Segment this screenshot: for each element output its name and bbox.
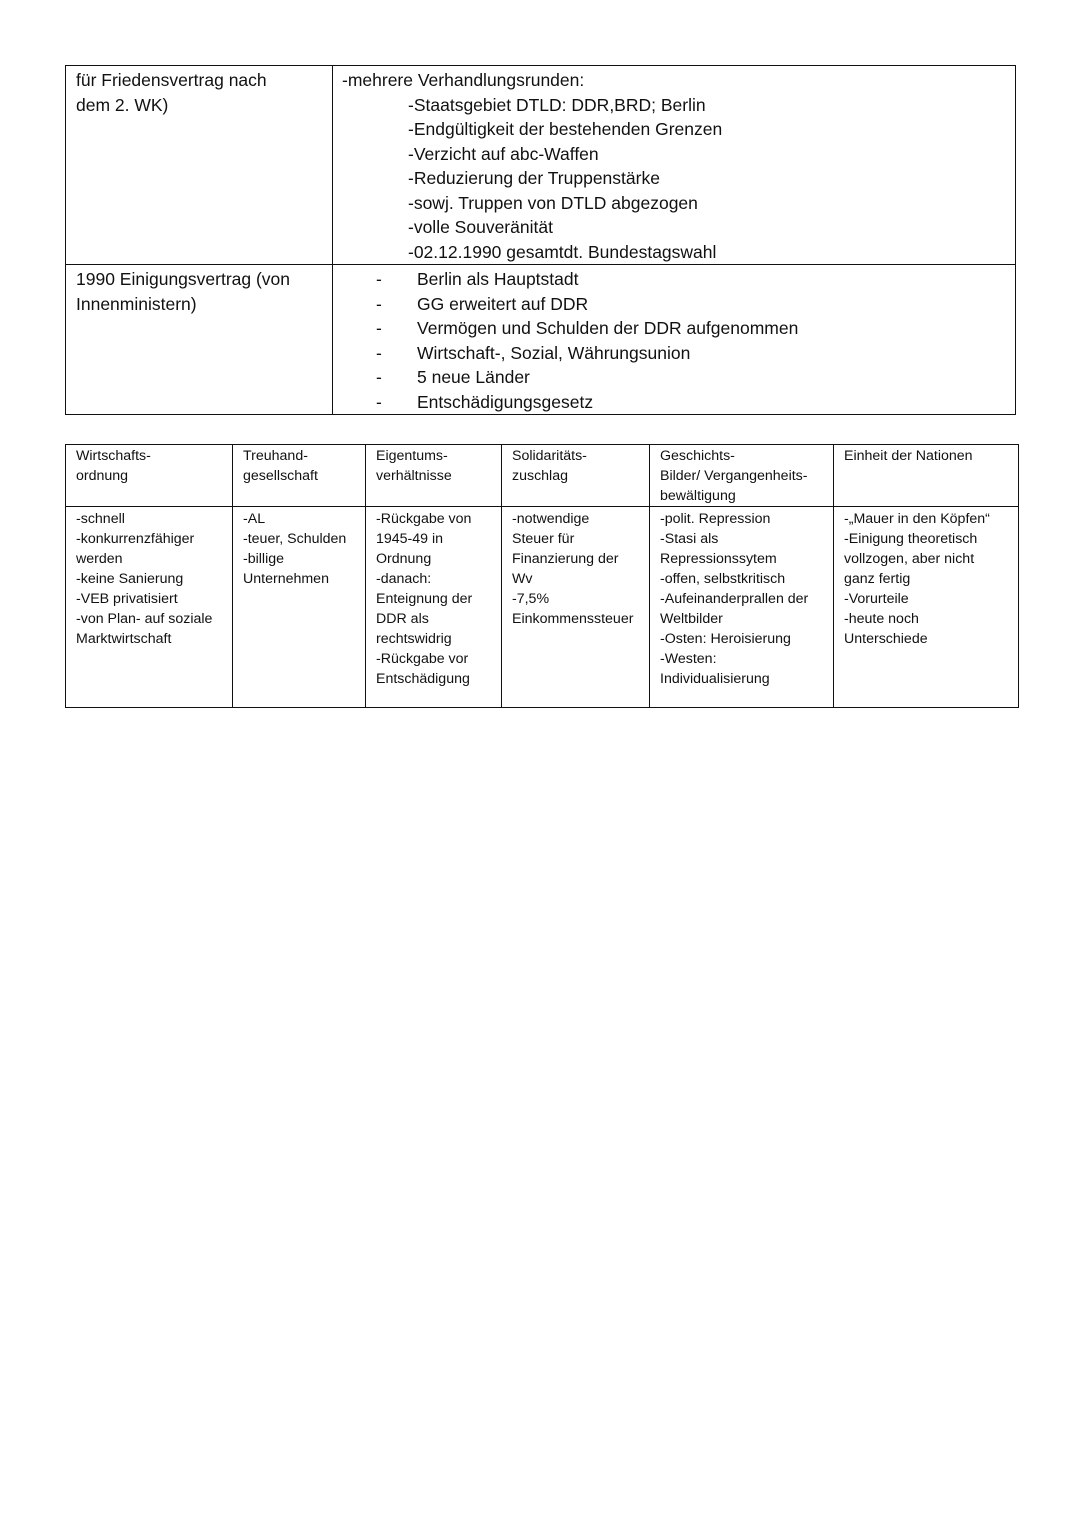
list-item-text: Vermögen und Schulden der DDR aufgenommen: [417, 318, 799, 338]
cell-line: -Stasi als: [660, 531, 719, 547]
header-line: Bilder/ Vergangenheits-: [660, 468, 808, 484]
list-item: -Staatsgebiet DTLD: DDR,BRD; Berlin: [408, 94, 706, 115]
list-item: -Reduzierung der Truppenstärke: [408, 168, 660, 188]
dash-bullet: -: [376, 342, 382, 363]
column-header: [366, 445, 502, 507]
table-cell: [66, 507, 233, 708]
cell-line: Finanzierung der: [512, 551, 619, 567]
list-item: -Verzicht auf abc-Waffen: [408, 143, 599, 164]
list-item: -02.12.1990 gesamtdt. Bundestagswahl: [408, 241, 717, 262]
list-item: [342, 316, 1015, 341]
dash-bullet: -: [376, 391, 382, 412]
table-cell: [650, 507, 834, 708]
header-row: [66, 445, 1019, 507]
header-line: ordnung: [76, 468, 129, 484]
table-cell: [502, 507, 650, 708]
header-line: bewältigung: [660, 488, 736, 504]
cell-line: -Westen:: [660, 651, 717, 667]
cell-line: -polit. Repression: [660, 511, 771, 527]
row-content-cell: [333, 66, 1016, 265]
cell-line: -schnell: [76, 511, 125, 527]
table-cell: [834, 507, 1019, 708]
header-line: Wirtschafts-: [76, 448, 151, 464]
column-header: [834, 445, 1019, 507]
row-label-line: dem 2. WK): [76, 94, 169, 115]
header-line: Solidaritäts-: [512, 448, 587, 464]
list-item-text: Berlin als Hauptstadt: [417, 269, 579, 289]
header-line: verhältnisse: [376, 468, 452, 484]
header-line: Eigentums-: [376, 448, 448, 464]
row-label-line: für Friedensvertrag nach: [76, 70, 267, 90]
cell-line: Individualisierung: [660, 671, 770, 687]
cell-line: -7,5%: [512, 591, 550, 607]
list-item: [342, 341, 1015, 366]
row-label-line: 1990 Einigungsvertrag (von: [76, 269, 291, 289]
header-line: Einheit der Nationen: [844, 448, 973, 464]
cell-line: Wv: [512, 571, 533, 587]
dash-bullet: -: [376, 318, 382, 338]
cell-line: 1945-49 in: [376, 531, 444, 547]
cell-line: -Osten: Heroisierung: [660, 631, 791, 647]
list-item: [342, 390, 1015, 415]
cell-line: Ordnung: [376, 551, 432, 567]
cell-line: -Einigung theoretisch: [844, 531, 978, 547]
table-cell: [233, 507, 366, 708]
column-header: [66, 445, 233, 507]
dash-bullet: -: [376, 367, 382, 387]
cell-line: -„Mauer in den Köpfen“: [844, 511, 990, 527]
cell-line: -VEB privatisiert: [76, 591, 178, 607]
row-content-cell: [333, 265, 1016, 415]
column-header: [502, 445, 650, 507]
treaty-table: [65, 65, 1016, 415]
header-line: Geschichts-: [660, 448, 735, 464]
column-header: [233, 445, 366, 507]
topics-table: [65, 444, 1019, 708]
cell-line: -Aufeinanderprallen der: [660, 591, 809, 607]
list-item: [342, 292, 1015, 317]
row-label-cell: [66, 66, 333, 265]
cell-line: Marktwirtschaft: [76, 631, 172, 647]
cell-line: -konkurrenzfähiger: [76, 531, 195, 547]
cell-line: Weltbilder: [660, 611, 723, 627]
list-item: [342, 267, 1015, 292]
cell-line: -heute noch: [844, 611, 919, 627]
list-item: -sowj. Truppen von DTLD abgezogen: [408, 192, 698, 213]
list-item-text: GG erweitert auf DDR: [417, 293, 589, 314]
row-label-cell: [66, 265, 333, 415]
cell-line: DDR als: [376, 611, 429, 627]
list-item: -volle Souveränität: [408, 217, 553, 237]
cell-line: Entschädigung: [376, 671, 470, 687]
header-line: Treuhand-: [243, 448, 308, 464]
cell-line: -AL: [243, 511, 266, 527]
list-item-text: 5 neue Länder: [417, 367, 530, 387]
table-cell: [366, 507, 502, 708]
cell-line: -teuer, Schulden: [243, 531, 347, 547]
dash-list: [342, 267, 1015, 414]
cell-line: -billige: [243, 551, 285, 567]
row-label-line: Innenministern): [76, 293, 197, 314]
cell-line: -Rückgabe vor: [376, 651, 469, 667]
cell-line: Steuer für: [512, 531, 575, 547]
cell-line: Unternehmen: [243, 571, 329, 587]
cell-line: vollzogen, aber nicht: [844, 551, 975, 567]
lead-text: -mehrere Verhandlungsrunden:: [342, 70, 585, 90]
cell-line: -danach:: [376, 571, 432, 587]
column-header: [650, 445, 834, 507]
cell-line: rechtswidrig: [376, 631, 452, 647]
list-item-text: Wirtschaft-, Sozial, Währungsunion: [417, 342, 691, 363]
cell-line: -Vorurteile: [844, 591, 909, 607]
cell-line: -Rückgabe von: [376, 511, 472, 527]
cell-line: Einkommenssteuer: [512, 611, 634, 627]
cell-line: werden: [76, 551, 123, 567]
cell-line: -keine Sanierung: [76, 571, 184, 587]
table-row: [66, 265, 1016, 415]
table-row: [66, 507, 1019, 708]
cell-line: -notwendige: [512, 511, 590, 527]
cell-line: -offen, selbstkritisch: [660, 571, 786, 587]
list-item: -Endgültigkeit der bestehenden Grenzen: [408, 119, 723, 139]
cell-line: Repressionssytem: [660, 551, 777, 567]
list-item-text: Entschädigungsgesetz: [417, 391, 594, 412]
dash-bullet: -: [376, 269, 382, 289]
header-line: zuschlag: [512, 468, 568, 484]
table-row: [66, 66, 1016, 265]
cell-line: ganz fertig: [844, 571, 911, 587]
dash-bullet: -: [376, 293, 382, 314]
cell-line: Enteignung der: [376, 591, 473, 607]
cell-line: -von Plan- auf soziale: [76, 611, 213, 627]
header-line: gesellschaft: [243, 468, 318, 484]
cell-line: Unterschiede: [844, 631, 928, 647]
list-item: [342, 365, 1015, 390]
